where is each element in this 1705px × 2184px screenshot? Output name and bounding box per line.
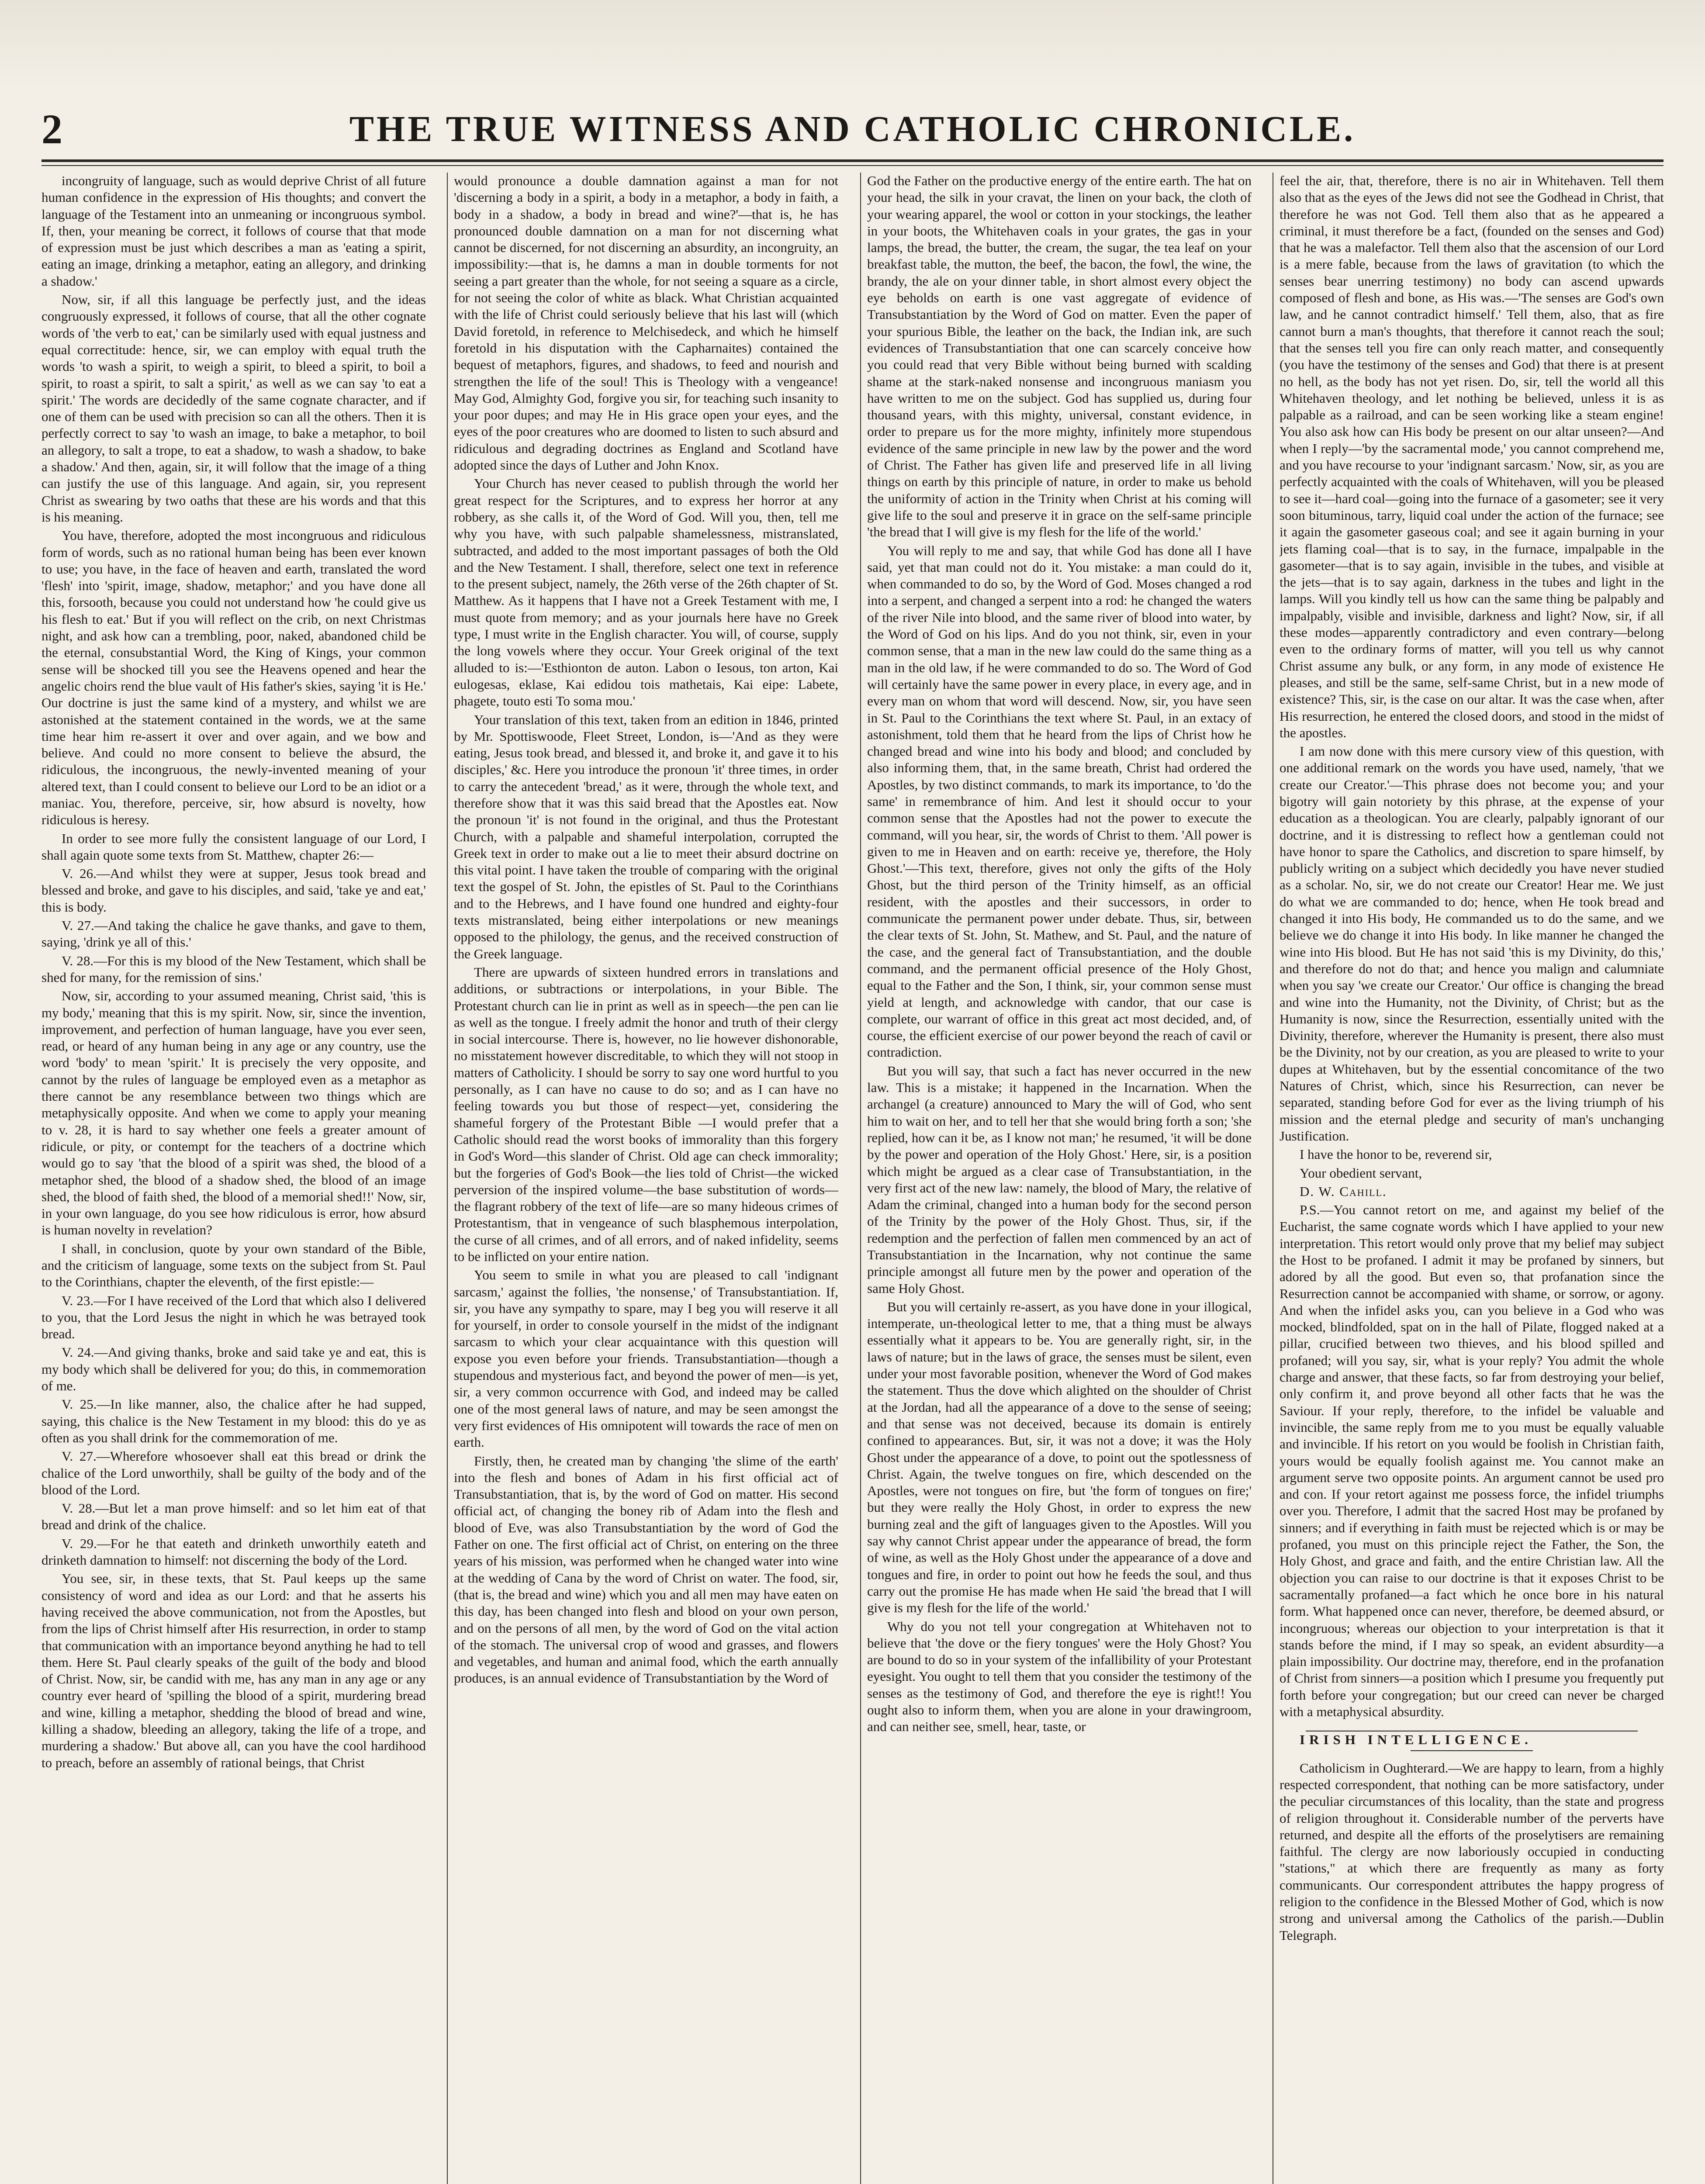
article-paragraph: would pronounce a double damnation against a man for not 'discerning a body in a spirit, a body in a metaphor, a body in faith, a body in a shadow, a body in bread and wine?'—that is, he has pronounced double damnation on a man for not discerning what cannot be discerned, for not discerning an absurdity, an incongruity, an impossibility:—that is, he damns a man in double torments for not seeing a part greater than the whole, for not seeing a square as a circle, for not seeing the color of white as black. What Christian acquainted with the life of Christ could seriously believe that his last will (which David foretold, in reference to Melchisedeck, and which he himself foretold in his disputation with the Capharnaites) contained the bequest of metaphors, figures, and shadows, to feed and nourish and strengthen the life of the soul! This is Theology with a vengeance! May God, Almighty God, forgive you sir, for teaching such insanity to your poor dupes; and may He in His grace open your eyes, and the eyes of the poor creatures who are doomed to listen to such absurd and ridiculous and degrading doctrines as England and Scotland have adopted since the days of Luther and John Knox. (454, 173, 838, 473)
newspaper-title: THE TRUE WITNESS AND CATHOLIC CHRONICLE. (349, 108, 1356, 149)
article-paragraph: Now, sir, if all this language be perfectly just, and the ideas congruously expressed, it follows of course, that all the other cognate words of 'the verb to eat,' can be similarly used with equal justness and equal correctitude: hence, sir, we can employ with equal truth the words 'to wash a spirit, to weigh a spirit, to bleed a spirit, to boil a spirit, to roast a spirit, to salt a spirit,' as well as we can say 'to eat a spirit.' The words are decidedly of the same cognate character, and if one of them can be used with precision so can all the others. Then it is perfectly correct to say 'to wash an image, to bake a metaphor, to boil an allegory, to salt a trope, to eat a shadow, to wash a shadow, to bake a shadow.' And then, again, sir, it will follow that the image of a thing can justify the use of this language. And again, sir, you represent Christ as swearing by two oaths that these are his words and that this is his meaning. (42, 292, 426, 525)
masthead-rule-thin (42, 165, 1663, 166)
article-paragraph: I shall, in conclusion, quote by your own standard of the Bible, and the criticism of language, some texts on the subject from St. Paul to the Corinthians, chapter the eleventh, of the first epistle:— (42, 1241, 426, 1290)
letter-closing: Your obedient servant, (1300, 1165, 1422, 1181)
article-paragraph: But you will say, that such a fact has never occurred in the new law. This is a mistake; it happened in the Incarnation. When the archangel (a creature) announced to Mary the will of God, who sent him to wait on her, and to tell her that she would bring forth a son; 'she replied, how can it be, as I know not man;' he resumed, 'it will be done by the power and operation of the Holy Ghost.' Here, sir, is a position which might be argued as a clear case of Transubstantiation, in the very first act of the new law: namely, the blood of Mary, the relative of Adam the criminal, changed into a human body for the second person of the Trinity by the power of the Holy Ghost. Thus, sir, if the redemption and the perfection of fallen men commenced by an act of Transubstantiation in the Incarnation, why not continue the same principle amongst all future men by the power and operation of the same Holy Ghost. (867, 1063, 1252, 1296)
article-paragraph: V. 28.—For this is my blood of the New Testament, which shall be shed for many, for the remission of sins.' (42, 953, 426, 985)
article-paragraph: V. 25.—In like manner, also, the chalice after he had supped, saying, this chalice is the New Testament in my blood: this do ye as often as you shall drink for the commemoration of me. (42, 1396, 426, 1445)
article-paragraph: You seem to smile in what you are pleased to call 'indignant sarcasm,' against the follies, 'the nonsense,' of Transubstantiation. If, sir, you have any sympathy to spare, may I beg you will reserve it all for yourself, in order to console yourself in the midst of the indignant sarcasm to which your clear acquaintance with this question will expose you even before your friends. Transubstantiation—though a stupendous and mysterious fact, and beyond the power of men—is yet, sir, a very common occurrence with God, and indeed may be called one of the most general laws of nature, and may be seen amongst the very first evidences of His omnipotent will towards the race of men on earth. (454, 1267, 838, 1450)
article-paragraph: There are upwards of sixteen hundred errors in translations and additions, or subtractions or interpolations, in your Bible. The Protestant church can lie in print as well as in speech—the pen can lie as well as the tongue. I freely admit the honor and truth of their clergy in social intercourse. There is, however, no lie however dishonorable, no misstatement however discreditable, to which they will not stoop in matters of Catholicity. I should be sorry to say one word hurtful to you personally, as I can have no cause to do so; and as I can have no feeling towards you but those of respect—yet, considering the shameful forgery of the Protestant Bible —I would prefer that a Catholic should read the worst books of immorality than this forgery in God's Word—this slander of Christ. Old age can check immorality; but the forgeries of God's Book—the lies told of Christ—the wicked perversion of the inspired volume—the base substitution of words—the flagrant robbery of the text of life—are so many hideous crimes of Protestantism, that in vengeance of such blasphemous interpolation, the curse of all crimes, and of all errors, and of naked infidelity, seems to be inflicted on your entire nation. (454, 964, 838, 1264)
article-paragraph: Firstly, then, he created man by changing 'the slime of the earth' into the flesh and bones of Adam in his first official act of Transubstantiation, that is, by the word of God on matter. His second official act, of changing the boney rib of Adam into the flesh and blood of Eve, was also Transubstantiation by the word of God the Father on one. The first official act of Christ, on entering on the three years of his mission, was performed when he changed water into wine at the wedding of Cana by the word of Christ on water. The food, sir, (that is, the bread and wine) which you and all men may have eaten on this day, has been changed into flesh and blood on your own person, and on the persons of all men, by the word of God on the vital action of the stomach. The universal crop of wood and grasses, and flowers and vegetables, and human and animal food, which the earth annually produces, is an annual evidence of Transubstantiation by the Word of (454, 1453, 838, 1686)
article-paragraph: Your translation of this text, taken from an edition in 1846, printed by Mr. Spottiswoode, Fleet Street, London, is—'And as they were eating, Jesus took bread, and blessed it, and broke it, and gave it to his disciples,' &c. Here you introduce the pronoun 'it' three times, in order to carry the antecedent 'bread,' as it were, through the whole text, and therefore show that it was this said bread that the Apostles eat. Now the pronoun 'it' is not found in the original, and thus the Protestant Church, with a palpable and shameful interpolation, corrupted the Greek text in order to make out a lie to meet their absurd doctrine on this vital point. I have taken the trouble of comparing with the original text the gospel of St. John, the epistles of St. Paul to the Corinthians and to the Hebrews, and I have found one hundred and eighty-four texts mistranslated, being either interpolations or new meanings opposed to the philology, the genus, and the received construction of the Greek language. (454, 712, 838, 961)
column-3 (867, 173, 1252, 2184)
letter-closing: I have the honor to be, reverend sir, (1300, 1147, 1492, 1162)
article-paragraph: Now, sir, according to your assumed meaning, Christ said, 'this is my body,' meaning that this is my spirit. Now, sir, since the invention, improvement, and perfection of human language, have you ever seen, read, or heard of any human being in any age or any country, use the word 'body' to mean 'spirit.' It is precisely the very opposite, and cannot by the rules of language be employed even as a metaphor as there cannot be any resemblance between two things which are metaphysically opposite. And when we come to apply your meaning to v. 28, it is hard to say whether one feels a greater amount of ridicule, or pity, or contempt for the teachers of a doctrine which would go to say 'that the blood of a spirit was shed, the blood of a metaphor shed, the blood of a shadow shed, the blood of an image shed, the blood of faith shed, the blood of a memorial shed!!' Now, sir, in your own language, do you see how ridiculous is error, how absurd is human novelty in revelation? (42, 988, 426, 1238)
letter-signature: D. W. Cahill. (1300, 1183, 1387, 1199)
masthead (42, 100, 1663, 157)
postscript-paragraph: P.S.—You cannot retort on me, and against my belief of the Eucharist, the same cognate words which I have applied to your new interpretation. This retort would only prove that my belief may subject the Host to be profaned. I admit it may be profaned by sinners, but adored by all the good. But even so, that profanation since the Resurrection cannot be accompanied with shame, or sorrow, or agony. And when the infidel asks you, can you believe in a God who was mocked, blindfolded, spat on in the hall of Pilate, flogged naked at a pillar, crucified between two thieves, and his blood spilled and profaned; will you say, sir, what is your reply? You admit the whole charge and answer, that these facts, so far from destroying your belief, only confirm it, and prove beyond all other facts that he was the Saviour. If your reply, therefore, to the infidel be valuable and invincible, the same reply from me to you must be equally valuable and invincible. If his retort on you would be foolish in Christian faith, yours would be equally foolish against me. You cannot make an argument serve two opposite points. An argument cannot be used pro and con. If your retort against me possess force, the infidel triumphs over you. Therefore, I admit that the sacred Host may be profaned by sinners; and if everything in faith must be rejected which is or may be profaned, you must on this principle reject the Father, the Son, the Holy Ghost, and grace and faith, and the entire Christian law. All the objection you can raise to our doctrine is that it exposes Christ to be sacramentally profaned—a fact which he once bore in his natural form. What happened once can never, therefore, be deemed absurd, or incongruous; whereas our objection to your interpretation is that it stands before the mind, if I may so speak, an evident absurdity—a plain impossibility. Our doctrine may, therefore, end in the profanation of Christ from sinners—a position which I presume you frequently put forth before your congregation; but our creed can never be charged with a metaphysical absurdity. (1280, 1202, 1664, 1720)
article-paragraph: V. 27.—Wherefore whosoever shall eat this bread or drink the chalice of the Lord unworthily, shall be guilty of the body and of the blood of the Lord. (42, 1448, 426, 1497)
article-paragraph: V. 26.—And whilst they were at supper, Jesus took bread and blessed and broke, and gave to his disciples, and said, 'take ye and eat,' this is body. (42, 866, 426, 915)
column-divider (447, 173, 448, 2184)
column-divider (860, 173, 861, 2184)
article-paragraph: In order to see more fully the consistent language of our Lord, I shall again quote some texts from St. Matthew, chapter 26:— (42, 830, 426, 863)
article-paragraph: V. 27.—And taking the chalice he gave thanks, and gave to them, saying, 'drink ye all of this.' (42, 918, 426, 950)
article-paragraph: incongruity of language, such as would deprive Christ of all future human confidence in the expression of His thoughts; and convert the language of the Testament into an unmeaning or incongruous symbol. If, then, your meaning be correct, it follows of course that that mode of expression must be just which describes a man as 'eating a spirit, eating an image, drinking a metaphor, eating an allegory, and drinking a shadow.' (42, 173, 426, 289)
article-paragraph: V. 29.—For he that eateth and drinketh unworthily eateth and drinketh damnation to himself: not discerning the body of the Lord. (42, 1535, 426, 1568)
paper-texture (0, 0, 1705, 87)
article-paragraph: Why do you not tell your congregation at Whitehaven not to believe that 'the dove or the fiery tongues' were the Holy Ghost? You are bound to do so in your system of the infallibility of your Protestant eyesight. You ought to tell them that you consider the testimony of the senses as the testimony of God, and therefore the eye is right!! You ought also to inform them, when you are alone in your drawingroom, and can neither see, smell, hear, taste, or (867, 1618, 1252, 1735)
article-paragraph: You have, therefore, adopted the most incongruous and ridiculous form of words, such as no rational human being has been ever known to use; you have, in the face of heaven and earth, translated the word 'flesh' into 'spirit, image, shadow, metaphor;' and you have done all this, forsooth, because you could not understand how 'he could give us his flesh to eat.' But if you will reflect on the crib, on next Christmas night, and ask how can a trembling, poor, naked, abandoned child be the eternal, consubstantial Word, the King of Kings, your common sense will be shocked till you see the Heavens opened and hear the angelic choirs rend the blue vault of His father's skies, saying 'it is He.' Our doctrine is just the same kind of a mystery, and whilst we are astonished at the statement contained in the words, we at the same time hear him re-assert it over and over again, and we bow and believe. And could no more consent to believe the absurd, the ridiculous, the incongruous, the newly-invented meaning of your altered text, than I could consent to believe our Lord to be an idiot or a maniac. You, therefore, perceive, sir, how absurd is novelty, how ridiculous is heresy. (42, 528, 426, 828)
masthead-rule (42, 159, 1663, 162)
article-paragraph: feel the air, that, therefore, there is no air in Whitehaven. Tell them also that as the eyes of the Jews did not see the Godhead in Christ, that therefore he was not God. Tell them also that as he appeared a criminal, it must therefore be a fact, (founded on the senses and God) that he was a malefactor. Tell them also that the ascension of our Lord is a mere fable, because from the laws of gravitation (to which the senses bear unerring testimony) no body can ascend upwards composed of flesh and bone, as His was.—'The senses are God's own law, and he cannot contradict himself.' Tell them, also, that as fire cannot burn a man's thoughts, that therefore it cannot reach the soul; that the senses tell you fire can only reach matter, and consequently (you have the testimony of the senses and God) that there is at present no hell, as the body has not yet risen. Do, sir, tell the world all this Whitehaven theology, and let nothing be believed, unless it is as palpable as a railroad, and can be seen working like a steam engine! You also ask how can His body be present on our altar unseen?—And when I reply—'by the sacramental mode,' you cannot comprehend me, and you have recourse to your 'indignant sarcasm.' Now, sir, as you are perfectly acquainted with the coals of Whitehaven, will you be pleased to see it—hard coal—going into the furnace of a gasometer; see it very soon bituminous, tarry, liquid coal under the action of the furnace; see it again the gasometer gaseous coal; and see it again burning in your jets flaming coal—that is to say, in the furnace, impalpable in the gasometer—that is to say again, invisible in the tubes, and visible at the jets—that is to say again, darkness in the tubes and light in the lamps. Will you kindly tell us how can the same thing be palpably and impalpably, visible and invisible, darkness and light? Now, sir, if all these modes—apparently contradictory and even contrary—belong even to the ordinary forms of matter, will you tell us why cannot Christ assume any bulk, or any form, in any mode of existence He pleases, and still be the same, self-same Christ, but in a new mode of existence? This, sir, is the case on our altar. It was the case when, after His resurrection, he entered the closed doors, and stood in the midst of the apostles. (1280, 173, 1664, 740)
article-paragraph: Your Church has never ceased to publish through the world her great respect for the Scriptures, and to express her horror at any robbery, as she calls it, of the Word of God. Will you, then, tell me why you have, with such palpable shamelessness, mistranslated, subtracted, and added to the most important passages of both the Old and the New Testament. I shall, therefore, select one text in reference to the present subject, namely, the 26th verse of the 26th chapter of St. Matthew. As it happens that I have not a Greek Testament with me, I must quote from memory; and as your journals here have no Greek type, I must write in the English character. You will, of course, supply the long vowels where they occur. Your Greek original of the text alluded to is:—'Esthionton de auton. Labon o Iesous, ton arton, Kai eulogesas, eklase, Kai edidou tois mathetais, Kai eipe: Labete, phagete, touto esti To soma mou.' (454, 476, 838, 709)
article-paragraph: V. 23.—For I have received of the Lord that which also I delivered to you, that the Lord Jesus the night in which he was betrayed took bread. (42, 1292, 426, 1342)
news-item: Catholicism in Oughterard.—We are happy to learn, from a highly respected correspondent, that nothing can be more satisfactory, under the peculiar circumstances of this locality, than the state and progress of religion throughout it. Considerable number of the perverts have returned, and despite all the efforts of the proselytisers are remaining faithful. The clergy are now laboriously occupied in conducting "stations," at which there are frequently as many as forty communicants. Our correspondent attributes the happy progress of religion to the confidence in the Blessed Mother of God, which is now strong and universal among the Catholics of the parish.—Dublin Telegraph. (1280, 1760, 1664, 1943)
section-heading: IRISH INTELLIGENCE. (1300, 1732, 1532, 1748)
article-paragraph: V. 24.—And giving thanks, broke and said take ye and eat, this is my body which shall be delivered for you; do this, in commemoration of me. (42, 1344, 426, 1394)
columns (42, 173, 1663, 2184)
article-paragraph: But you will certainly re-assert, as you have done in your illogical, intemperate, un-theological letter to me, that a thing must be always essentially what it appears to be. You are generally right, sir, in the laws of nature; but in the laws of grace, the senses must be silent, even under your most favorable position, whenever the Word of God makes the statement. Thus the dove which alighted on the shoulder of Christ at the Jordan, had all the appearance of a dove to the sense of seeing; and that sense was not deceived, because its domain is entirely confined to appearances. But, sir, it was not a dove; it was the Holy Ghost under the appearance of a dove, to point out the spotlessness of Christ. Again, the twelve tongues on fire, which descended on the Apostles, were not tongues on fire, but 'the form of tongues on fire;' but they were really the Holy Ghost, in order to express the new burning zeal and the gift of languages given to the Apostles. Will you say why cannot Christ appear under the appearance of bread, the form of wine, as well as the Holy Ghost under the appearance of a dove and tongues and fire, in order to point out how he feeds the soul, and thus carry out the promise He has made when He said 'the bread that I will give is my flesh for the life of the world.' (867, 1299, 1252, 1616)
column-2 (454, 173, 838, 2184)
page-number: 2 (42, 106, 62, 152)
section-rule (1411, 1750, 1533, 1751)
article-paragraph: You see, sir, in these texts, that St. Paul keeps up the same consistency of word and idea as our Lord: and that he asserts his having received the above communication, not from the Apostles, but from the lips of Christ himself after His resurrection, in order to stamp that communication with an importance beyond anything he had to tell them. Here St. Paul clearly speaks of the guilt of the body and blood of Christ. Now, sir, be candid with me, has any man in any age or any country ever heard of 'spilling the blood of a spirit, murdering bread and wine, killing a metaphor, shedding the blood of bread and wine, killing a shadow, bleeding an allegory, taking the life of a trope, and murdering a shadow.' But above all, can you have the cool hardihood to preach, before an assembly of rational beings, that Christ (42, 1571, 426, 1770)
column-4 (1280, 173, 1664, 2184)
column-1 (42, 173, 426, 2184)
article-paragraph: I am now done with this mere cursory view of this question, with one additional remark on the words you have used, namely, 'that we create our Creator.'—This phrase does not become you; and your bigotry will gain notoriety by this phrase, at the expense of your education as a theologican. You are clearly, palpably ignorant of our doctrine, and it is distressing to reflect how a gentleman could not have honor to spare the Catholics, and discretion to spare himself, by publicly writing on a subject which decidedly you have never studied as a scholar. No, sir, we do not create our Creator! Hear me. We just do what we are commanded to do; hence, when He took bread and changed it into His body, He commanded us to do the same, and we believe we do change it into His body. In like manner he changed the wine into His blood. But He has not said 'this is my Divinity, do this,' and therefore do not do that; and hence you malign and calumniate when you say 'we create our Creator.' Our office is changing the bread and wine into the Humanity, not the Divinity, of Christ; but as the Humanity is now, since the Resurrection, essentially united with the Divinity, therefore, wherever the Humanity is present, there also must be the Divinity, not by our creation, as you are pleased to write to your dupes at Whitehaven, but by the essential concomitance of the two Natures of Christ, which, since his Resurrection, can never be separated, standing before God for ever as the living triumph of his mission and the eternal pledge and security of man's unchanging Justification. (1280, 743, 1664, 1144)
article-paragraph: God the Father on the productive energy of the entire earth. The hat on your head, the silk in your cravat, the linen on your back, the cloth of your wearing apparel, the wool or cotton in your stockings, the leather in your boots, the Whitehaven coals in your grates, the gas in your lamps, the bread, the butter, the cream, the sugar, the tea leaf on your breakfast table, the mutton, the beef, the bacon, the fowl, the wine, the brandy, the ale on your dinner table, in short almost every object the eye beholds on earth is one vast aggregate of evidence of Transubstantiation by the Word of God on matter. Even the paper of your spurious Bible, the leather on the back, the Indian ink, are such evidences of Transubstantiation that one can scarcely conceive how you could read that very Bible without being burned with scalding shame at the stark-naked nonsense and incongruous maniasm you have written to me on the subject. God has supplied us, during four thousand years, with this mighty, universal, constant evidence, in order to prepare us for the more mighty, infinitely more stupendous evidence of the same principle in new law by the power and the word of Christ. The Father has given life and preserved life in all living things on earth by this principle of nature, in order to make us behold the uniformity of action in the Trinity when Christ at his coming will give life to the soul and preserve it in grace on the self-same principle 'the bread that I will give is my flesh for the life of the world.' (867, 173, 1252, 540)
article-paragraph: You will reply to me and say, that while God has done all I have said, yet that man could not do it. You mistake: a man could do it, when commanded to do so, by the Word of God. Moses changed a rod into a serpent, and changed a serpent into a rod: he changed the waters of the river Nile into blood, and the same river of blood into water, by the Word of God on his lips. And do you not think, sir, even in your common sense, that a man in the new law could do the same thing as a man in the old law, if he were commanded to do so. The Word of God will certainly have the same power in every place, in every age, and in every man on whom that word will descend. Now, sir, you have seen in St. Paul to the Corinthians the text where St. Paul, in an extacy of astonishment, told them that he heard from the lips of Christ how he changed bread and wine into his body and blood; and concluded by also informing them, that, in the same breath, Christ had ordered the Apostles, by two distinct commands, to mark its importance, to 'do the same' in remembrance of him. And lest it should occur to your common sense that the Apostles had not the power to execute the command, will you hear, sir, the words of Christ to them. 'All power is given to me in Heaven and on earth: receive ye, therefore, the Holy Ghost.'—This text, therefore, gives not only the gifts of the Holy Ghost, but the third person of the Trinity himself, as an official resident, with the apostles and their successors, in order to communicate the permanent power under debate. Thus, sir, between the clear texts of St. John, St. Mathew, and St. Paul, and the nature of the case, and the general fact of Transubstantiation, and the double command, and the permanent official presence of the Holy Ghost, equal to the Father and the Son, I think, sir, your common sense must yield at length, and acknowledge with candor, that our case is complete, our warrant of office in this great act most decided, and, of course, the efficient exercise of our power beyond the reach of cavil or contradiction. (867, 543, 1252, 1060)
article-paragraph: V. 28.—But let a man prove himself: and so let him eat of that bread and drink of the chalice. (42, 1500, 426, 1533)
